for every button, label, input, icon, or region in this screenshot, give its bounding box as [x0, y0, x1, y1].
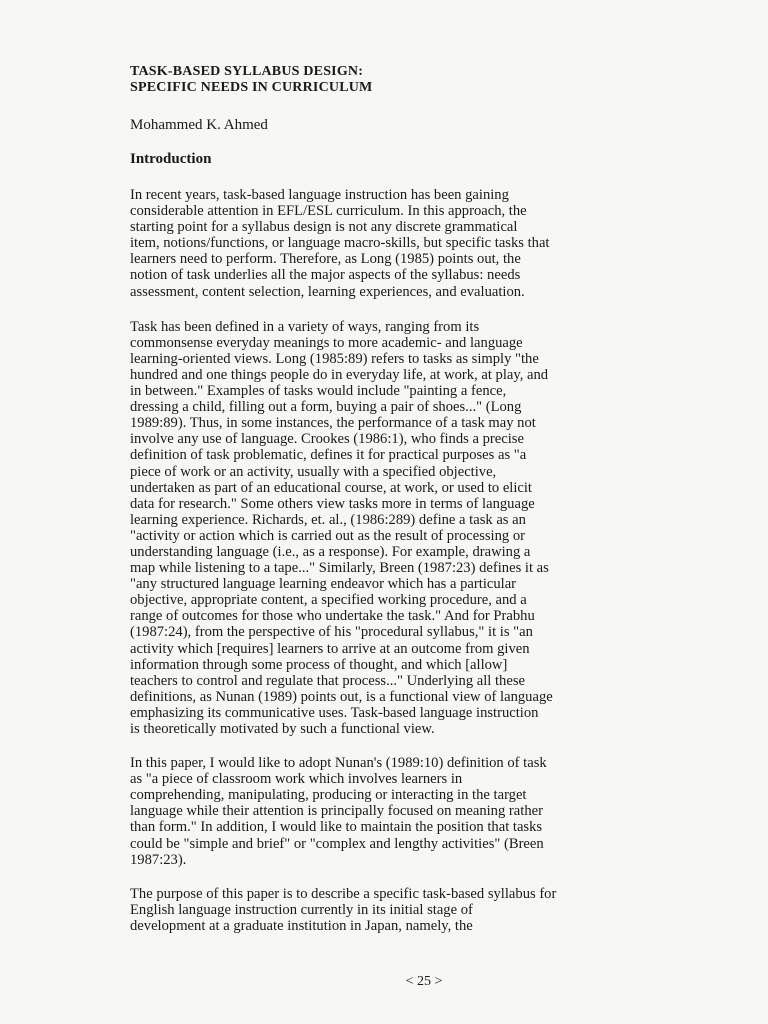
- text-line: English language instruction currently in its initial stage of: [130, 901, 473, 918]
- page-number: < 25 >: [405, 974, 443, 989]
- text-line: map while listening to a tape..." Similarly, Breen (1987:23) defines it as: [130, 560, 549, 577]
- text-line: range of outcomes for those who undertake the task." And for Prabhu: [130, 608, 535, 625]
- text-line: assessment, content selection, learning experiences, and evaluation.: [130, 283, 525, 300]
- text-line: language while their attention is principally focused on meaning rather: [130, 803, 543, 820]
- text-line: as "a piece of classroom work which involves learners in: [130, 771, 463, 788]
- text-line: 1989:89). Thus, in some instances, the performance of a task may not: [130, 415, 536, 432]
- text-line: dressing a child, filling out a form, buying a pair of shoes..." (Long: [130, 399, 522, 416]
- text-line: "activity or action which is carried out as the result of processing or: [130, 527, 526, 544]
- text-line: in between." Examples of tasks would include "painting a fence,: [130, 383, 507, 400]
- text-line: starting point for a syllabus design is not any discrete grammatical: [130, 219, 518, 236]
- text-line: comprehending, manipulating, producing or interacting in the target: [130, 787, 527, 804]
- text-line: data for research." Some others view tasks more in terms of language: [130, 495, 535, 512]
- text-line: In recent years, task-based language instruction has been gaining: [130, 187, 509, 203]
- text-line: emphasizing its communicative uses. Task-based language instruction: [130, 704, 539, 721]
- text-line: understanding language (i.e., as a response). For example, drawing a: [130, 543, 531, 560]
- text-line: 1987:23).: [130, 851, 187, 868]
- text-line: undertaken as part of an educational course, at work, or used to elicit: [130, 479, 532, 496]
- text-line: involve any use of language. Crookes (1986:1), who finds a precise: [130, 431, 524, 448]
- text-line: definition of task problematic, defines it for practical purposes as "a: [130, 447, 527, 464]
- text-line: considerable attention in EFL/ESL curriculum. In this approach, the: [130, 203, 527, 220]
- text-line: development at a graduate institution in Japan, namely, the: [130, 917, 473, 934]
- text-line: The purpose of this paper is to describe a specific task-based syllabus for: [130, 885, 557, 902]
- paragraph-1: [130, 187, 678, 300]
- text-line: is theoretically motivated by such a functional view.: [130, 721, 435, 737]
- text-line: In this paper, I would like to adopt Nunan's (1989:10) definition of task: [130, 755, 547, 772]
- text-line: information through some process of thought, and which [allow]: [130, 656, 508, 673]
- author-name: Mohammed K. Ahmed: [130, 117, 268, 133]
- paper-title: [130, 64, 678, 96]
- text-line: could be "simple and brief" or "complex and lengthy activities" (Breen: [130, 835, 544, 852]
- text-line: objective, appropriate content, a specified working procedure, and a: [130, 592, 527, 609]
- text-line: hundred and one things people do in everyday life, at work, at play, and: [130, 366, 549, 383]
- text-line: Task has been defined in a variety of ways, ranging from its: [130, 318, 480, 335]
- paragraph-2: [130, 319, 678, 737]
- paragraph-3: [130, 755, 678, 868]
- text-line: learning-oriented views. Long (1985:89) refers to tasks as simply "the: [130, 350, 539, 367]
- text-line: activity which [requires] learners to arrive at an outcome from given: [130, 640, 530, 657]
- text-line: item, notions/functions, or language macro-skills, but specific tasks that: [130, 235, 550, 252]
- paper-title-line-1: TASK-BASED SYLLABUS DESIGN:: [130, 64, 364, 79]
- document-page: [130, 64, 678, 934]
- text-line: commonsense everyday meanings to more academic- and language: [130, 334, 523, 351]
- text-line: learning experience. Richards, et. al., (1986:289) define a task as an: [130, 511, 526, 528]
- paper-title-line-2: SPECIFIC NEEDS IN CURRICULUM: [130, 80, 373, 95]
- section-heading: Introduction: [130, 151, 212, 167]
- text-line: teachers to control and regulate that process..." Underlying all these: [130, 672, 525, 689]
- paragraph-4: [130, 886, 678, 934]
- text-line: than form." In addition, I would like to maintain the position that tasks: [130, 819, 543, 836]
- text-line: (1987:24), from the perspective of his "procedural syllabus," it is "an: [130, 624, 533, 641]
- text-line: piece of work or an activity, usually with a specified objective,: [130, 463, 497, 480]
- text-line: definitions, as Nunan (1989) points out, is a functional view of language: [130, 688, 553, 705]
- text-line: learners need to perform. Therefore, as Long (1985) points out, the: [130, 251, 521, 268]
- text-line: notion of task underlies all the major aspects of the syllabus: needs: [130, 267, 521, 284]
- text-line: "any structured language learning endeavor which has a particular: [130, 576, 517, 593]
